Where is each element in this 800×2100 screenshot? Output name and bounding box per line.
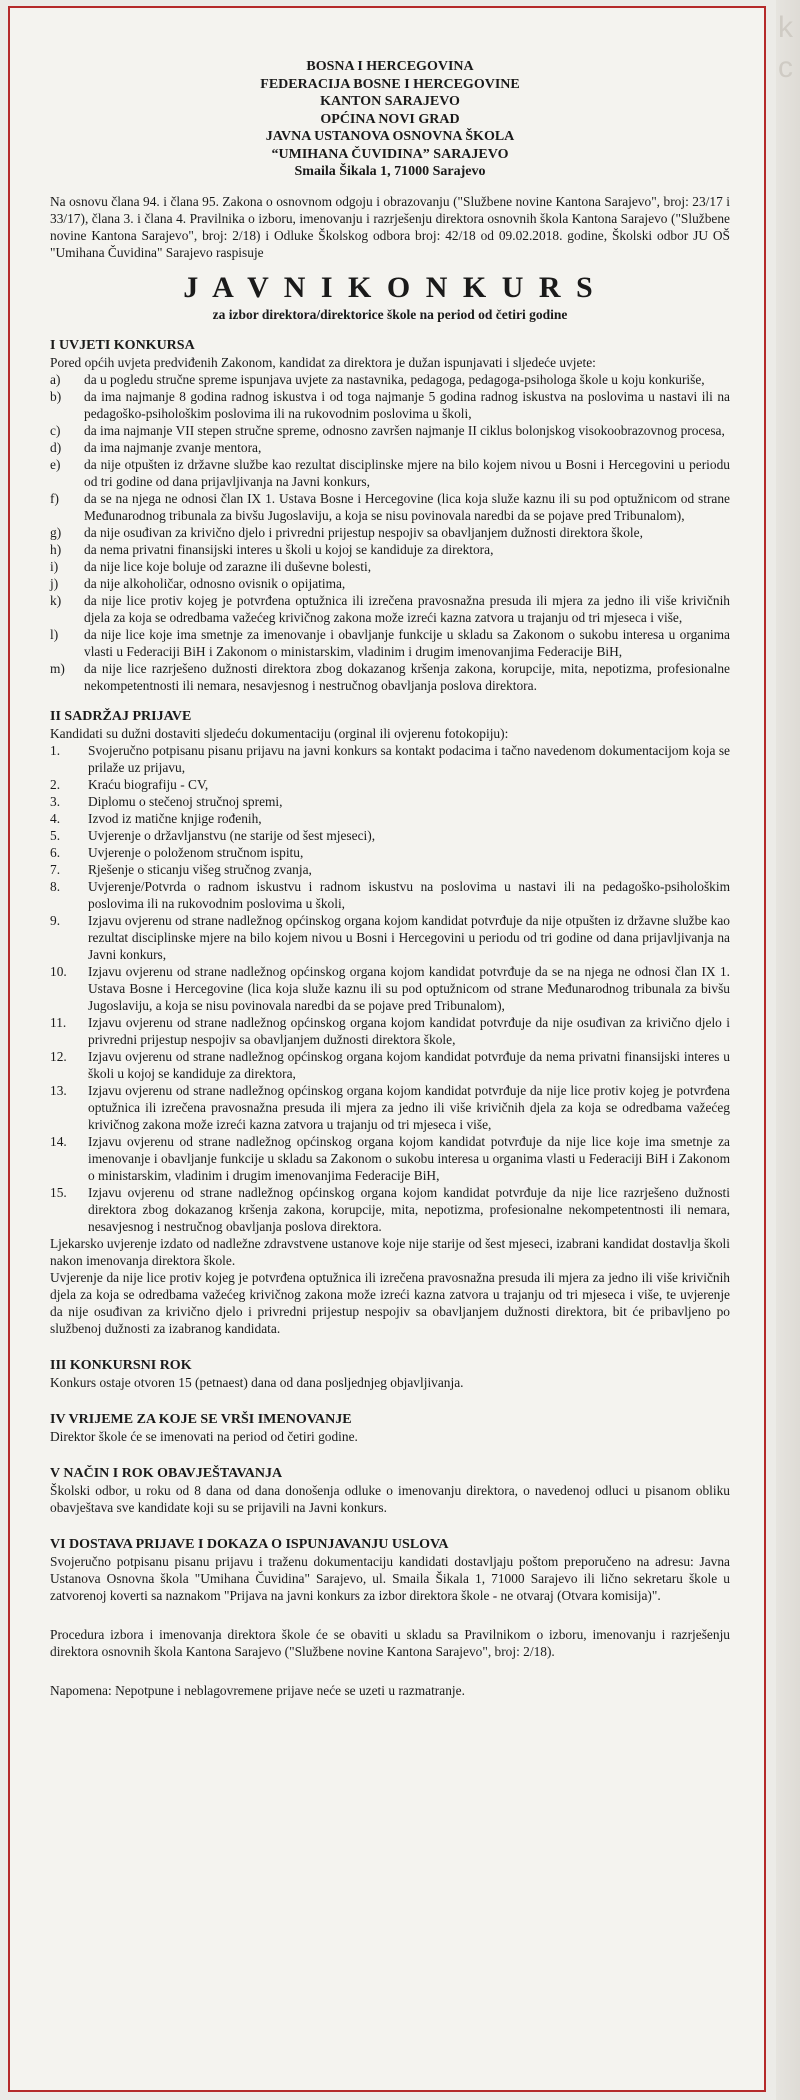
- list-item-text: Izjavu ovjerenu od strane nadležnog općinskog organa kojom kandidat potvrđuje da nije lice koje ima smetnje za imenovanje i obavljanje funkcije u skladu sa Zakonom o sukobu interesa u organima vlasti u Federaciji BiH i Zakonom o ministarskim, vladinim i drugim imenovanjima Federacije BiH,: [88, 1133, 730, 1183]
- document-item: [50, 963, 730, 1014]
- page-title: J A V N I K O N K U R S: [183, 270, 597, 304]
- conditions-list: [50, 371, 730, 694]
- condition-item: [50, 592, 730, 626]
- document-item: [50, 827, 730, 844]
- list-marker: d): [50, 439, 62, 455]
- list-marker: h): [50, 541, 62, 557]
- section-heading: I UVJETI KONKURSA: [50, 337, 195, 353]
- list-marker: 7.: [50, 861, 61, 877]
- condition-item: [50, 456, 730, 490]
- list-marker: 6.: [50, 844, 61, 860]
- list-item-text: Izjavu ovjerenu od strane nadležnog općinskog organa kojom kandidat potvrđuje da nema privatni finansijski interes u školi u kojoj se kandiduje za direktora,: [88, 1048, 730, 1081]
- adjacent-page-edge: k c: [776, 0, 800, 2100]
- condition-item: [50, 558, 730, 575]
- document-item: [50, 1133, 730, 1184]
- list-item-text: Izjavu ovjerenu od strane nadležnog općinskog organa kojom kandidat potvrđuje da nije lice razrješeno dužnosti direktora zbog dokazanog kršenja zakona, korupcije, mita, nepotizma, profesionalne nekompetentnosti ili nemara, nesavjesnog i nestručnog obavljanja poslova direktora.: [88, 1184, 730, 1234]
- list-marker: 12.: [50, 1048, 67, 1064]
- section-heading: IV VRIJEME ZA KOJE SE VRŠI IMENOVANJE: [50, 1411, 352, 1427]
- list-item-text: Izjavu ovjerenu od strane nadležnog općinskog organa kojom kandidat potvrđuje da nije osuđivan za krivično djelo i privredni prijestup nespojiv sa obavljanjem dužnosti direktora škole,: [88, 1014, 730, 1047]
- condition-item: [50, 541, 730, 558]
- section-text: Direktor škole će se imenovati na period od četiri godine.: [50, 1428, 358, 1444]
- list-item-text: Izvod iz matične knjige rođenih,: [88, 810, 262, 826]
- condition-item: [50, 422, 730, 439]
- condition-item: [50, 388, 730, 422]
- intro-paragraph: Na osnovu člana 94. i člana 95. Zakona o osnovnom odgoju i obrazovanju ("Službene novine Kantona Sarajevo", broj: 23/17 i 33/17), člana 3. i člana 4. Pravilnika o izboru, imenovanju i razrješenju direktora osnovnih škola Kantona Sarajevo ("Službene novine Kantona Sarajevo", broj: 2/18) i Odluke Školskog odbora broj: 42/18 od 09.02.2018. godine, Školski odbor JU OŠ "Umihana Čuvidina" Sarajevo raspisuje: [50, 193, 730, 260]
- condition-item: [50, 371, 730, 388]
- condition-item: [50, 524, 730, 541]
- document-item: [50, 844, 730, 861]
- header-line: “UMIHANA ČUVIDINA” SARAJEVO: [271, 146, 509, 162]
- header-line: Smaila Šikala 1, 71000 Sarajevo: [294, 164, 486, 179]
- list-marker: b): [50, 388, 62, 404]
- list-item-text: da nije lice koje ima smetnje za imenovanje i obavljanje funkcije u skladu sa Zakonom o sukobu interesa u organima vlasti u Federaciji BiH i Zakonom o ministarskim, vladinim i drugim imenovanjima Federacije BiH,: [84, 626, 730, 659]
- list-item-text: Diplomu o stečenoj stručnoj spremi,: [88, 793, 283, 809]
- section-heading: III KONKURSNI ROK: [50, 1357, 192, 1373]
- criminal-record-note: Uvjerenje da nije lice protiv kojeg je potvrđena optužnica ili izrečena pravosnažna presuda ili mjera za jedno ili više krivičnih djela za koja se odredbama važećeg krivičnog zakona može izreći kazna zatvora u trajanju od tri mjeseca i više, te uvjerenje da nije osuđivan za krivično djelo i privredni prijestup nespojiv sa obavljanjem dužnosti direktora, bit će pribavljeno po službenoj dužnosti za izabranog kandidata.: [50, 1269, 730, 1336]
- list-marker: 11.: [50, 1014, 67, 1030]
- list-marker: 1.: [50, 742, 61, 758]
- documents-list: [50, 742, 730, 1235]
- list-marker: 10.: [50, 963, 67, 979]
- document-item: [50, 793, 730, 810]
- condition-item: [50, 660, 730, 694]
- list-item-text: Izjavu ovjerenu od strane nadležnog općinskog organa kojom kandidat potvrđuje da se na njega ne odnosi član IX 1. Ustava Bosne i Hercegovine (lica koja služe kaznu ili su pod optužnicom od strane Međunarodnog tribunala za bivšu Jugoslaviju, a koja se nisu povinovala naredbi da se pojave pred Tribunalom),: [88, 963, 730, 1013]
- list-marker: 9.: [50, 912, 61, 928]
- page-subtitle: za izbor direktora/direktorice škole na period od četiri godine: [212, 306, 568, 322]
- list-marker: g): [50, 524, 62, 540]
- section-text: Svojeručno potpisanu pisanu prijavu i traženu dokumentaciju kandidati dostavljaju poštom preporučeno na adresu: Javna Ustanova Osnovna škola "Umihana Čuvidina" Sarajevo, ul. Smaila Šikala 1, 71000 Sarajevo ili lično sekretaru škole u zatvorenoj koverti sa naznakom "Prijava na javni konkurs za izbor direktora škole - ne otvaraj (Otvara komisija)".: [50, 1553, 730, 1603]
- list-item-text: da nije osuđivan za krivično djelo i privredni prijestup nespojiv sa obavljanjem dužnosti direktora škole,: [84, 524, 643, 540]
- list-marker: m): [50, 660, 65, 676]
- list-item-text: Rješenje o sticanju višeg stručnog zvanja,: [88, 861, 312, 877]
- list-item-text: da nije lice protiv kojeg je potvrđena optužnica ili izrečena pravosnažna presuda ili mjera za jedno ili više krivičnih djela za koja se odredbama važećeg krivičnog zakona može izreći kazna zatvora u trajanju od tri mjeseca i više,: [84, 592, 730, 625]
- condition-item: [50, 575, 730, 592]
- document-item: [50, 1048, 730, 1082]
- list-marker: 15.: [50, 1184, 67, 1200]
- list-marker: i): [50, 558, 59, 574]
- condition-item: [50, 490, 730, 524]
- list-item-text: da se na njega ne odnosi član IX 1. Ustava Bosne i Hercegovine (lica koja služe kaznu ili su pod optužnicom od strane Međunarodnog tribunala za bivšu Jugoslaviju, a koja se nisu povinovala naredbi da se pojave pred Tribunalom),: [84, 490, 730, 523]
- list-item-text: da ima najmanje VII stepen stručne spreme, odnosno završen najmanje II ciklus bolonjskog visokoobrazovnog procesa,: [84, 422, 725, 438]
- list-marker: f): [50, 490, 59, 506]
- list-item-text: Uvjerenje/Potvrda o radnom iskustvu i radnom iskustvu na poslovima u nastavi ili na pedagoško-psihološkim poslovima ili na rukovodnim poslovima u školi,: [88, 878, 730, 911]
- section-text: Školski odbor, u roku od 8 dana od dana donošenja odluke o imenovanju direktora, o navedenoj odluci u pisanom obliku obavještava sve kandidate koji su se prijavili na Javni konkurs.: [50, 1482, 730, 1515]
- announcement-frame: [8, 6, 766, 2092]
- header-line: OPĆINA NOVI GRAD: [320, 111, 460, 127]
- condition-item: [50, 439, 730, 456]
- document-item: [50, 861, 730, 878]
- document-item: [50, 776, 730, 793]
- medical-certificate-note: Ljekarsko uvjerenje izdato od nadležne zdravstvene ustanove koje nije starije od šest mjeseci, izabrani kandidat dostavlja školi nakon imenovanja direktora škole.: [50, 1235, 730, 1268]
- condition-item: [50, 626, 730, 660]
- list-marker: 8.: [50, 878, 61, 894]
- document-item: [50, 810, 730, 827]
- institution-header: [50, 58, 730, 181]
- list-item-text: Uvjerenje o položenom stručnom ispitu,: [88, 844, 304, 860]
- list-marker: a): [50, 371, 61, 387]
- list-marker: l): [50, 626, 59, 642]
- list-marker: 5.: [50, 827, 61, 843]
- list-marker: e): [50, 456, 61, 472]
- list-marker: 4.: [50, 810, 61, 826]
- header-line: KANTON SARAJEVO: [320, 94, 460, 109]
- document-item: [50, 1082, 730, 1133]
- list-marker: c): [50, 422, 61, 438]
- list-item-text: da nije alkoholičar, odnosno ovisnik o opijatima,: [84, 575, 346, 591]
- header-line: JAVNA USTANOVA OSNOVNA ŠKOLA: [265, 129, 515, 144]
- list-marker: 2.: [50, 776, 61, 792]
- list-item-text: da u pogledu stručne spreme ispunjava uvjete za nastavnika, pedagoga, pedagoga-psihologa škole u koju konkuriše,: [84, 371, 705, 387]
- list-item-text: da ima najmanje zvanje mentora,: [84, 439, 262, 455]
- list-item-text: da nema privatni finansijski interes u školi u kojoj se kandiduje za direktora,: [84, 541, 494, 557]
- list-item-text: Kraću biografiju - CV,: [88, 776, 209, 792]
- list-marker: j): [50, 575, 59, 591]
- list-item-text: da nije otpušten iz državne službe kao rezultat disciplinske mjere na bilo kojem nivou u Bosni i Hercegovini u periodu od tri godine od dana prijavljivanja na Javni konkurs,: [84, 456, 730, 489]
- document-item: [50, 912, 730, 963]
- list-item-text: da nije lice razrješeno dužnosti direktora zbog dokazanog kršenja zakona, korupcije, mita, nepotizma, profesionalne nekompetentnosti ili nemara, nesavjesnog i nestručnog obavljanja poslova direktora.: [84, 660, 730, 693]
- section-lead: Pored općih uvjeta predviđenih Zakonom, kandidat za direktora je dužan ispunjavati i sljedeće uvjete:: [50, 354, 596, 370]
- section-text: Konkurs ostaje otvoren 15 (petnaest) dana od dana posljednjeg objavljivanja.: [50, 1374, 464, 1390]
- header-line: FEDERACIJA BOSNE I HERCEGOVINE: [260, 76, 520, 92]
- list-item-text: Izjavu ovjerenu od strane nadležnog općinskog organa kojom kandidat potvrđuje da nije otpušten iz državne službe kao rezultat disciplinske mjere na bilo kojem nivou u Bosni i Hercegovini u periodu od tri godine od dana prijavljivanja na Javni konkurs,: [88, 912, 730, 962]
- announcement-body: [50, 58, 730, 1699]
- section-heading: II SADRŽAJ PRIJAVE: [50, 708, 192, 724]
- procedure-paragraph: Procedura izbora i imenovanja direktora škole će se obaviti u skladu sa Pravilnikom o izboru, imenovanju i razrješenju direktora osnovnih škola Kantona Sarajevo ("Službene novine Kantona Sarajevo", broj: 2/18).: [50, 1626, 730, 1659]
- list-item-text: Uvjerenje o državljanstvu (ne starije od šest mjeseci),: [88, 827, 376, 843]
- list-marker: 3.: [50, 793, 61, 809]
- list-marker: 14.: [50, 1133, 67, 1149]
- list-marker: 13.: [50, 1082, 67, 1098]
- list-item-text: Izjavu ovjerenu od strane nadležnog općinskog organa kojom kandidat potvrđuje da nije lice protiv kojeg je potvrđena optužnica ili izrečena pravosnažna presuda ili mjera za jedno ili više krivičnih djela za koja se odredbama važećeg krivičnog zakona može izreći kazna zatvora u trajanju od tri mjeseca i više,: [88, 1082, 730, 1132]
- list-item-text: da ima najmanje 8 godina radnog iskustva i od toga najmanje 5 godina radnog iskustva na poslovima u nastavi ili na pedagoško-psihološkim poslovima ili na rukovodnim poslovima u školi,: [84, 388, 730, 421]
- document-item: [50, 1014, 730, 1048]
- section-heading: V NAČIN I ROK OBAVJEŠTAVANJA: [50, 1465, 283, 1481]
- document-item: [50, 878, 730, 912]
- list-item-text: da nije lice koje boluje od zarazne ili duševne bolesti,: [84, 558, 372, 574]
- section-heading: VI DOSTAVA PRIJAVE I DOKAZA O ISPUNJAVANJU USLOVA: [50, 1536, 449, 1552]
- section-lead: Kandidati su dužni dostaviti sljedeću dokumentaciju (orginal ili ovjerenu fotokopiju):: [50, 725, 509, 741]
- list-item-text: Svojeručno potpisanu pisanu prijavu na javni konkurs sa kontakt podacima i tačno navedenom dokumentacijom koja se prilaže uz prijavu,: [88, 742, 730, 775]
- note-paragraph: Napomena: Nepotpune i neblagovremene prijave neće se uzeti u razmatranje.: [50, 1682, 465, 1698]
- header-line: BOSNA I HERCEGOVINA: [306, 59, 474, 74]
- document-item: [50, 742, 730, 776]
- document-item: [50, 1184, 730, 1235]
- list-marker: k): [50, 592, 62, 608]
